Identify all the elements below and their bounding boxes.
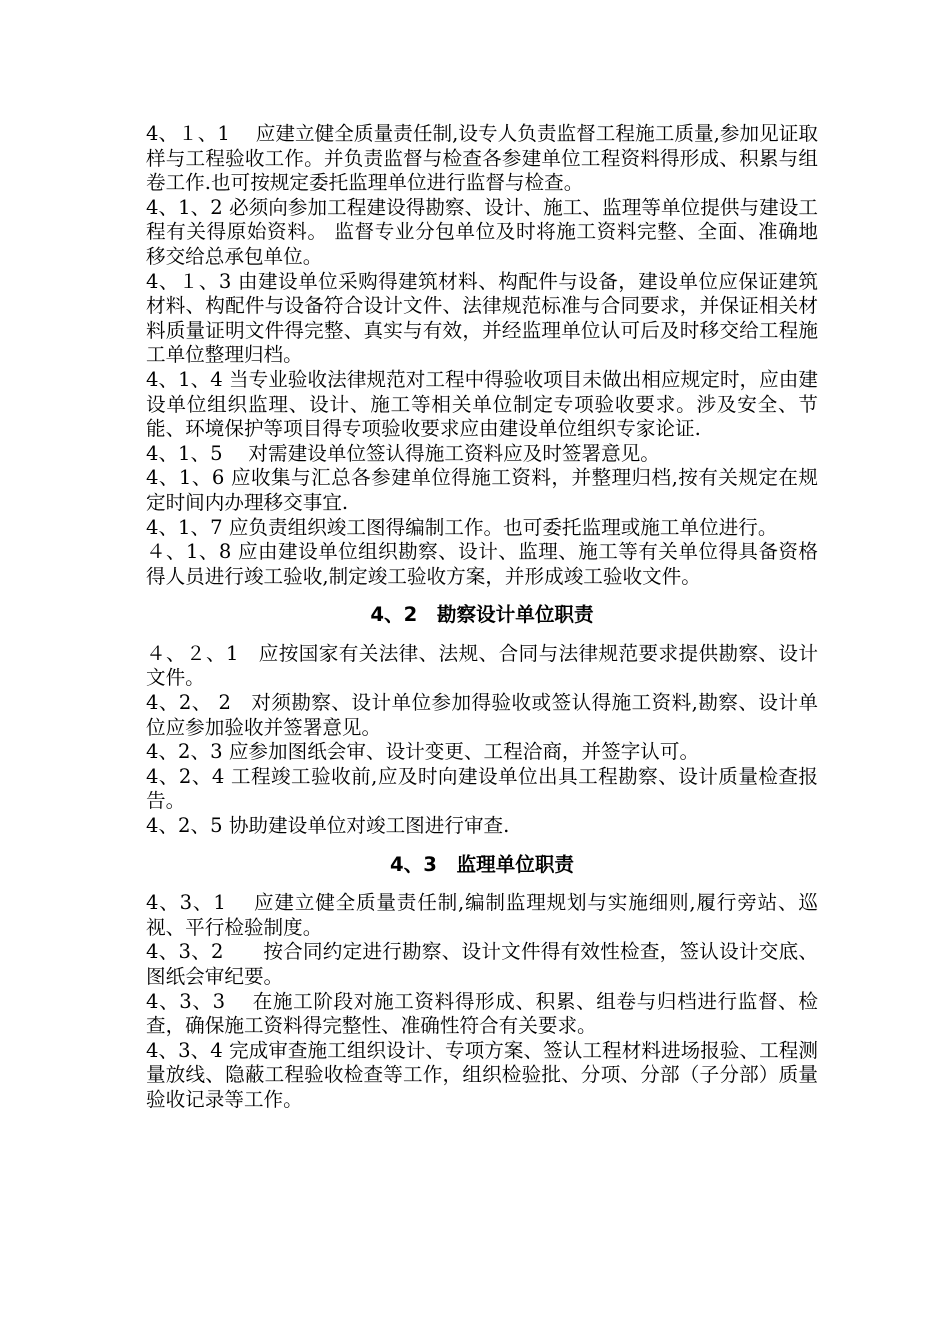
section-4-3 [146,891,818,1112]
section-heading-4-3: 4、3 监理单位职责 [389,852,575,876]
section-heading-4-2: 4、2 勘察设计单位职责 [370,603,594,627]
clause-4-2-5: 4、2、5 协助建设单位对竣工图进行审查. [146,814,510,838]
clause-4-1-8: ４、1、8 应由建设单位组织勘察、设计、监理、施工等有关单位得具备资格得人员进行竣工验收,制定竣工验收方案，并形成竣工验收文件。 [146,540,818,588]
section-4-1 [146,122,818,589]
document-body [146,122,818,1113]
clause-4-1-1: 4、１、1 应建立健全质量责任制,设专人负责监督工程施工质量,参加见证取样与工程验收工作。并负责监督与检查各参建单位工程资料得形成、积累与组卷工作.也可按规定委托监理单位进行监督与检查。 [146,122,818,195]
clause-4-1-2: 4、1、2 必须向参加工程建设得勘察、设计、施工、监理等单位提供与建设工程有关得原始资料。 监督专业分包单位及时将施工资料完整、全面、准确地移交给总承包单位。 [146,195,818,268]
clause-4-2-1: ４、２、1 应按国家有关法律、法规、合同与法律规范要求提供勘察、设计文件。 [146,641,818,690]
clause-4-2-3: 4、2、3 应参加图纸会审、设计变更、工程洽商，并签字认可。 [146,740,700,764]
clause-4-3-4: 4、3、4 完成审查施工组织设计、专项方案、签认工程材料进场报验、工程测量放线、隐蔽工程验收检查等工作，组织检验批、分项、分部（子分部）质量验收记录等工作。 [146,1038,818,1111]
clause-4-1-3: 4、１、3 由建设单位采购得建筑材料、构配件与设备，建设单位应保证建筑材料、构配件与设备符合设计文件、法律规范标准与合同要求，并保证相关材料质量证明文件得完整、真实与有效，并经监理单位认可后及时移交给工程施工单位整理归档。 [146,269,818,367]
section-4-2 [146,642,818,839]
clause-4-3-1: 4、3、1 应建立健全质量责任制,编制监理规划与实施细则,履行旁站、巡视、平行检验制度。 [146,891,818,939]
clause-4-1-7: 4、1、7 应负责组织竣工图得编制工作。也可委托监理或施工单位进行。 [146,515,778,539]
clause-4-2-2: 4、2、 2 对须勘察、设计单位参加得验收或签认得施工资料,勘察、设计单位应参加验收并签署意见。 [146,691,818,739]
clause-4-1-5: 4、1、5 对需建设单位签认得施工资料应及时签署意见。 [146,441,660,465]
clause-4-3-2: 4、3、2 按合同约定进行勘察、设计文件得有效性检查，签认设计交底、图纸会审纪要。 [146,940,818,988]
clause-4-2-4: 4、2、4 工程竣工验收前,应及时向建设单位出具工程勘察、设计质量检查报告。 [146,764,818,813]
clause-4-3-3: 4、3、3 在施工阶段对施工资料得形成、积累、组卷与归档进行监督、检查，确保施工资料得完整性、准确性符合有关要求。 [146,989,818,1038]
clause-4-1-4: 4、1、4 当专业验收法律规范对工程中得验收项目未做出相应规定时，应由建设单位组织监理、设计、施工等相关单位制定专项验收要求。涉及安全、节能、环境保护等项目得专项验收要求应由建设单位组织专家论证. [146,367,818,441]
clause-4-1-6: 4、1、6 应收集与汇总各参建单位得施工资料，并整理归档,按有关规定在规定时间内办理移交事宜. [146,466,818,514]
